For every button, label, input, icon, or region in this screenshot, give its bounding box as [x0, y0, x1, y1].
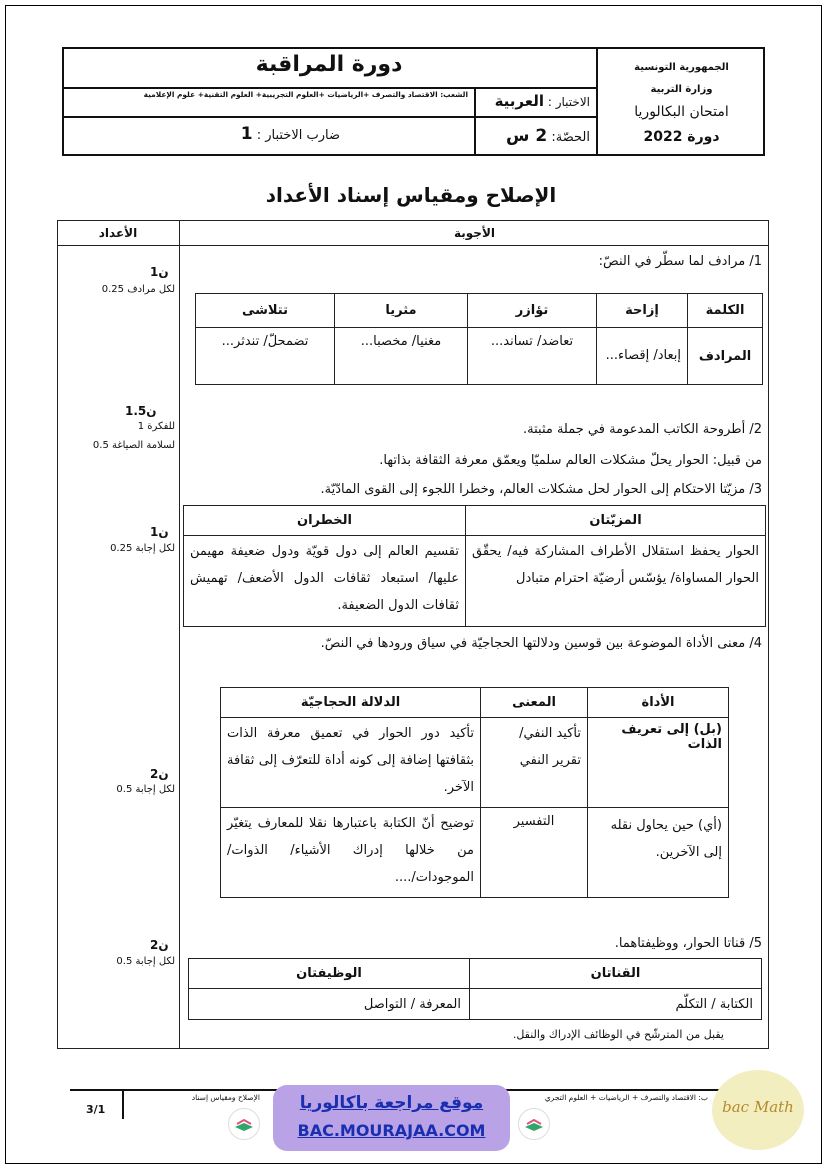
- answers-header: الأجوبة: [453, 226, 495, 240]
- session-label: دورة 2022: [643, 129, 720, 145]
- bac-math-logo: [712, 1070, 804, 1150]
- q5-header-channels: القناتان: [470, 959, 762, 989]
- q3-table: [183, 505, 766, 627]
- q5-text: 5/ قناتا الحوار، ووظيفتاهما.: [614, 936, 762, 951]
- q2-text: 2/ أطروحة الكاتب المدعومة في جملة مثبتة.: [523, 422, 762, 437]
- q4-header-tool: الأداة: [588, 688, 729, 718]
- grid-header-divider: [57, 245, 769, 246]
- footer-sections: ب: الاقتصاد والتصرف + الرياضيات + العلوم التجري: [544, 1093, 708, 1102]
- q4-row1-meaning: تأكيد النفي/ تقرير النفي: [481, 718, 588, 808]
- q3-header-dangers: الخطران: [184, 506, 466, 536]
- q2-grade-detail-1: 1 للفكرة: [137, 421, 175, 432]
- q1-header-3: مثريا: [335, 294, 468, 328]
- q1-row-label: المرادف: [688, 328, 763, 385]
- q4-row1-argument: تأكيد دور الحوار في تعميق معرفة الذات بثقافتها إضافة إلى كونه أداة للتعرّف إلى ثقافة الآخر.: [221, 718, 481, 808]
- q3-advantages: الحوار يحفظ استقلال الأطراف المشاركة فيه/ يحقّق الحوار المساواة/ يؤسّس أرضيّة احترام متبادل: [466, 536, 766, 627]
- q1-header-2: تؤازر: [468, 294, 597, 328]
- q1-header-4: تتلاشى: [196, 294, 335, 328]
- q1-grade: 1ن: [150, 265, 169, 279]
- q4-header-argument: الدلالة الحجاجيّة: [221, 688, 481, 718]
- q5-table: [188, 958, 762, 1020]
- q1-header-1: إزاحة: [597, 294, 688, 328]
- republic-label: الجمهورية التونسية: [634, 62, 729, 73]
- q4-grade-detail: 0.5 لكل إجابة: [116, 784, 175, 795]
- duration-label: الحصّة:: [551, 130, 590, 145]
- q4-header-meaning: المعنى: [481, 688, 588, 718]
- q5-header-functions: الوظيفتان: [189, 959, 470, 989]
- q5-note: يقبل من المترشّح في الوظائف الإدراك والنقل.: [512, 1028, 724, 1041]
- duration-row: [476, 126, 596, 146]
- coef-value: 1: [240, 124, 253, 144]
- q1-cell-2: تعاضد/ تساند...: [468, 328, 597, 385]
- header-divider-2: [62, 116, 598, 118]
- site-url[interactable]: BAC.MOURAJAA.COM: [297, 1121, 486, 1140]
- grid-col-divider: [179, 220, 180, 1049]
- q5-grade-detail: 0.5 لكل إجابة: [116, 956, 175, 967]
- q5-functions: المعرفة / التواصل: [189, 989, 470, 1020]
- q1-text: 1/ مرادف لما سطّر في النصّ:: [598, 254, 762, 269]
- q3-header-advantages: المزيّتان: [466, 506, 766, 536]
- q1-header-word: الكلمة: [688, 294, 763, 328]
- book-logo-right-icon: [518, 1108, 550, 1140]
- sections-label: الشعب: الاقتصاد والتصرف +الرياضيات +العلوم التجريبية+ العلوم التقنية+ علوم الإعلامية: [143, 90, 468, 99]
- q5-grade: 2ن: [150, 938, 169, 952]
- q1-cell-4: تضمحلّ/ تندثر...: [196, 328, 335, 385]
- coef-row: [200, 124, 340, 144]
- footer-title: الإصلاح ومقياس إسناد: [191, 1093, 260, 1102]
- site-name-arabic[interactable]: موقع مراجعة باكالوريا: [299, 1093, 484, 1113]
- q4-table: [220, 687, 729, 898]
- q3-grade: 1ن: [150, 525, 169, 539]
- subject-row: [476, 92, 596, 110]
- subject-label: الاختبار :: [547, 95, 590, 109]
- exam-label: امتحان البكالوريا: [634, 104, 729, 120]
- q1-cell-3: مغنيا/ مخصبا...: [335, 328, 468, 385]
- bac-math-logo-text: bac Math: [722, 1098, 794, 1116]
- q4-row2-meaning: التفسير: [481, 808, 588, 898]
- q3-text: 3/ مزيّتا الاحتكام إلى الحوار لحل مشكلات العالم، وخطرا اللجوء إلى القوى المادّيّة.: [320, 482, 762, 497]
- ministry-label: وزارة التربية: [650, 84, 713, 95]
- duration-value: 2 س: [506, 126, 548, 146]
- q4-text: 4/ معنى الأداة الموضوعة بين قوسين ودلالتها الحجاجيّة في سياق ورودها في النصّ.: [320, 636, 762, 651]
- q3-dangers: تقسيم العالم إلى دول قويّة ودول ضعيفة مهيمن عليها/ استبعاد ثقافات الدول الأضعف/ تهميش ثقافات الدول الضعيفة.: [184, 536, 466, 627]
- q4-grade: 2ن: [150, 767, 169, 781]
- site-banner[interactable]: [273, 1085, 510, 1151]
- q2-grade: 1.5ن: [125, 404, 157, 418]
- coef-label: ضارب الاختبار :: [256, 128, 340, 143]
- header-divider-1: [62, 87, 598, 89]
- footer-page-number: 3/1: [86, 1103, 106, 1116]
- main-title: الإصلاح ومقياس إسناد الأعداد: [265, 183, 557, 207]
- q5-channels: الكتابة / التكلّم: [470, 989, 762, 1020]
- q2-grade-detail-2: 0.5 لسلامة الصياغة: [92, 440, 175, 451]
- q2-answer: من قبيل: الحوار يحلّ مشكلات العالم سلميّا ويعمّق معرفة الثقافة بذاتها.: [379, 453, 762, 468]
- q1-table: [195, 293, 763, 385]
- q4-row2-tool: (أي) حين يحاول نقله إلى الآخرين.: [588, 808, 729, 898]
- grades-header: الأعداد: [98, 226, 138, 240]
- subject-value: العربية: [494, 92, 545, 110]
- q1-grade-detail: 0.25 لكل مرادف: [101, 284, 175, 295]
- q4-row2-argument: توضيح أنّ الكتابة باعتبارها نقلا للمعارف يتغيّر من خلالها إدراك الأشياء/ الذوات/ الموجودات/....: [221, 808, 481, 898]
- q1-cell-1: إبعاد/ إقصاء...: [597, 328, 688, 385]
- q3-grade-detail: 0.25 لكل إجابة: [110, 543, 175, 554]
- book-logo-left-icon: [228, 1108, 260, 1140]
- q4-row1-tool: (بل) إلى تعريف الذات: [588, 718, 729, 808]
- page-title: دورة المراقبة: [255, 52, 403, 77]
- footer-page-divider: [122, 1089, 124, 1119]
